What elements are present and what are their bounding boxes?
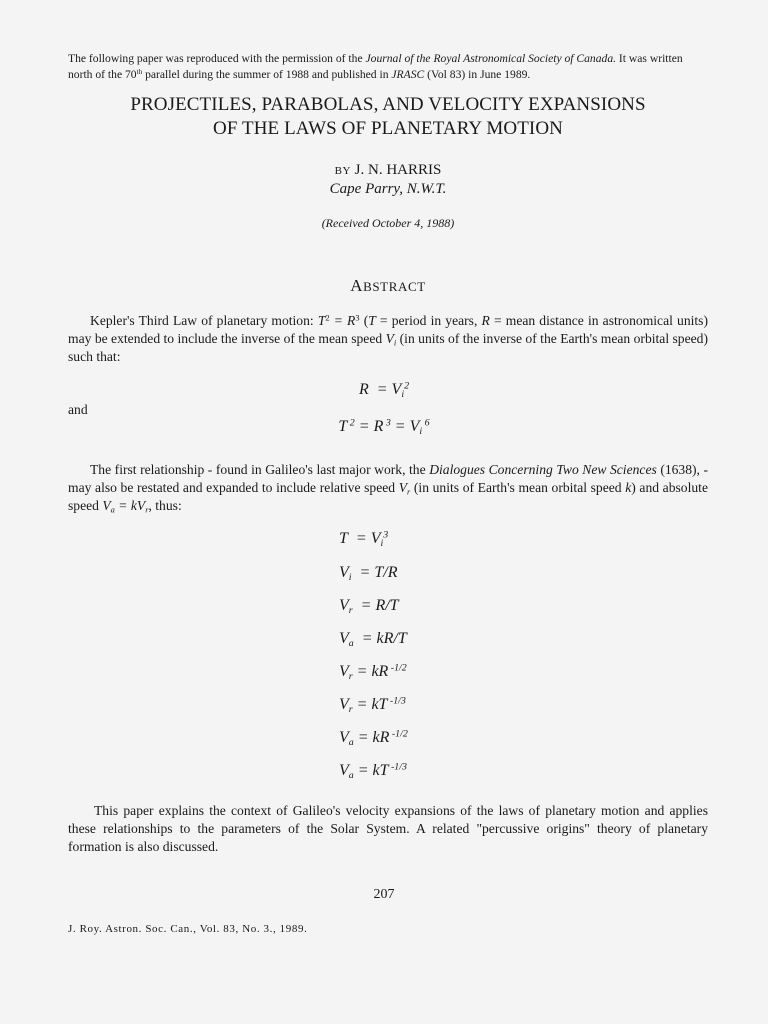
journal-name: Journal of the Royal Astronomical Society of Canada. bbox=[365, 52, 617, 65]
note-text: It was written north of the 70 bbox=[68, 52, 683, 81]
note-text: parallel during the summer of 1988 and published in bbox=[142, 68, 392, 81]
text-run: = mean distance in astronomical units) may be extended to include the inverse of the mean speed bbox=[68, 313, 708, 346]
text-run: Kepler's Third Law of planetary motion: bbox=[90, 313, 318, 328]
received-date: (Received October 4, 1988) bbox=[321, 216, 455, 230]
equation-vr-kt: $V_r$ = kT $^{-1/3}$ bbox=[339, 695, 406, 715]
abstract-paragraph-3 bbox=[68, 802, 708, 856]
math-inline: R bbox=[481, 313, 490, 328]
math-inline: T bbox=[368, 313, 376, 328]
math-inline: $V_r$ bbox=[398, 480, 411, 497]
abstract-paragraph-2 bbox=[68, 461, 708, 515]
paper-title-line-1: PROJECTILES, PARABOLAS, AND VELOCITY EXPANSIONS bbox=[130, 94, 646, 115]
ordinal-suffix: th bbox=[136, 68, 143, 77]
equation-va-kr: $V_a$ = kR $^{-1/2}$ bbox=[339, 728, 408, 748]
paper-title-line-2: OF THE LAWS OF PLANETARY MOTION bbox=[213, 118, 563, 139]
note-text: The following paper was reproduced with the permission of the bbox=[68, 52, 366, 65]
math-inline: $V_i$ bbox=[385, 331, 397, 348]
math-inline: $V_a = kV_r$ bbox=[102, 498, 149, 515]
equation-t-r-vi: T $^2$ = R $^3 = V_i$ $^6$ bbox=[338, 417, 430, 437]
and-text: and bbox=[68, 402, 88, 417]
abstract-paragraph-1 bbox=[68, 312, 708, 366]
equation-vr-rt: $V_r = R/T$ bbox=[339, 597, 399, 616]
text-run: (in units of the inverse of the Earth's mean orbital speed) such that: bbox=[68, 331, 708, 364]
equation-r-vi: $R = V_i^2$ bbox=[358, 380, 410, 400]
text-run: , thus: bbox=[148, 498, 182, 513]
text-run: (in units of Earth's mean orbital speed bbox=[410, 480, 626, 495]
abstract-heading bbox=[68, 276, 708, 296]
author-location: Cape Parry, N.W.T. bbox=[329, 181, 447, 197]
text-run: The first relationship - found in Galileo's last major work, the bbox=[90, 462, 430, 477]
equation-va-kt: $V_a$ = kT $^{-1/3}$ bbox=[339, 761, 407, 781]
author-name: J. N. HARRIS bbox=[350, 162, 442, 178]
journal-footer: J. Roy. Astron. Soc. Can., Vol. 83, No. 3., 1989. bbox=[68, 923, 308, 935]
author-byline bbox=[68, 162, 708, 179]
by-label: BY bbox=[334, 165, 351, 177]
text-run: ) and absolute speed bbox=[68, 480, 708, 513]
text-run: = period in years, bbox=[375, 313, 482, 328]
math-inline: $T^2 = R^3$ bbox=[317, 312, 360, 328]
math-inline: k bbox=[625, 480, 632, 495]
reproduction-note bbox=[68, 51, 708, 83]
equation-va-krt: $V_a = kR/T$ bbox=[339, 630, 407, 649]
page-number: 207 bbox=[373, 887, 395, 902]
jrasc-name: JRASC bbox=[391, 68, 425, 81]
note-text: (Vol 83) in June 1989. bbox=[424, 68, 531, 81]
equation-vr-kr: $V_r$ = kR $^{-1/2}$ bbox=[339, 662, 407, 682]
text-run: ( bbox=[359, 313, 369, 328]
equation-vi-tr: $V_i = T/R$ bbox=[339, 564, 398, 583]
equation-t-vi: $T = V_i^3$ bbox=[335, 529, 389, 549]
text-run: (1638), - may also be restated and expanded to include relative speed bbox=[68, 462, 709, 495]
text-run: This paper explains the context of Galileo's velocity expansions of the laws of planetary motion and applies these relationships to the parameters of the Solar System. A related "percussive origins" theory of planetary formation is also discussed. bbox=[68, 803, 708, 854]
abstract-initial: A bbox=[350, 276, 364, 295]
abstract-rest: BSTRACT bbox=[363, 279, 426, 294]
book-title: Dialogues Concerning Two New Sciences bbox=[429, 462, 657, 477]
